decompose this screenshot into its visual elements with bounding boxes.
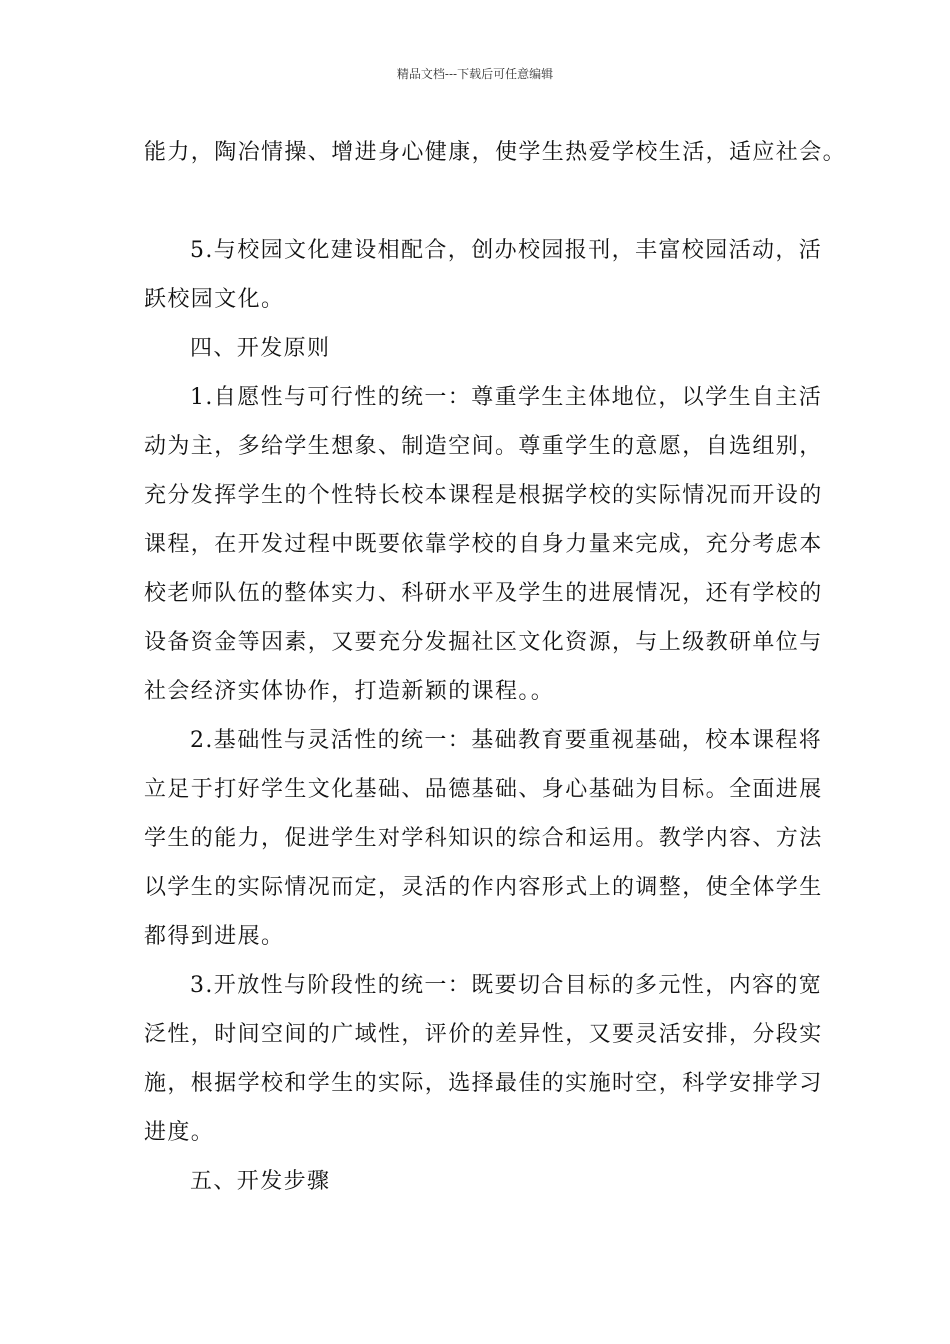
paragraph-line: 能力，陶冶情操、增进身心健康，使学生热爱学校生活，适应社会。	[144, 140, 847, 165]
section-heading: 四、开发原则	[190, 336, 331, 361]
paragraph-line: 3.开放性与阶段性的统一：既要切合目标的多元性，内容的宽	[190, 973, 823, 998]
paragraph-line: 1.自愿性与可行性的统一：尊重学生主体地位，以学生自主活	[190, 385, 823, 410]
paragraph-line: 5.与校园文化建设相配合，创办校园报刊，丰富校园活动，活	[190, 238, 823, 263]
paragraph-line: 充分发挥学生的个性特长校本课程是根据学校的实际情况而开设的	[144, 483, 823, 508]
page-header: 精品文档---下载后可任意编辑	[396, 67, 554, 81]
paragraph-line: 施，根据学校和学生的实际，选择最佳的实施时空，科学安排学习	[144, 1071, 823, 1096]
paragraph-line: 设备资金等因素，又要充分发掘社区文化资源，与上级教研单位与	[144, 630, 823, 655]
paragraph-line: 课程，在开发过程中既要依靠学校的自身力量来完成，充分考虑本	[144, 532, 823, 557]
paragraph-line: 进度。	[144, 1120, 215, 1145]
paragraph-line: 动为主，多给学生想象、制造空间。尊重学生的意愿，自选组别，	[144, 434, 823, 459]
paragraph-line: 学生的能力，促进学生对学科知识的综合和运用。教学内容、方法	[144, 826, 823, 851]
section-heading: 五、开发步骤	[190, 1169, 331, 1194]
document-body	[144, 128, 847, 1206]
paragraph-line: 校老师队伍的整体实力、科研水平及学生的进展情况，还有学校的	[144, 581, 823, 606]
paragraph-line: 社会经济实体协作，打造新颖的课程。。	[144, 679, 555, 704]
paragraph-line: 泛性，时间空间的广域性，评价的差异性，又要灵活安排，分段实	[144, 1022, 823, 1047]
paragraph-line: 立足于打好学生文化基础、品德基础、身心基础为目标。全面进展	[144, 777, 823, 802]
paragraph-line: 跃校园文化。	[144, 287, 285, 312]
paragraph-line: 2.基础性与灵活性的统一：基础教育要重视基础，校本课程将	[190, 728, 823, 753]
paragraph-line: 以学生的实际情况而定，灵活的作内容形式上的调整，使全体学生	[144, 875, 823, 900]
paragraph-line: 都得到进展。	[144, 924, 285, 949]
